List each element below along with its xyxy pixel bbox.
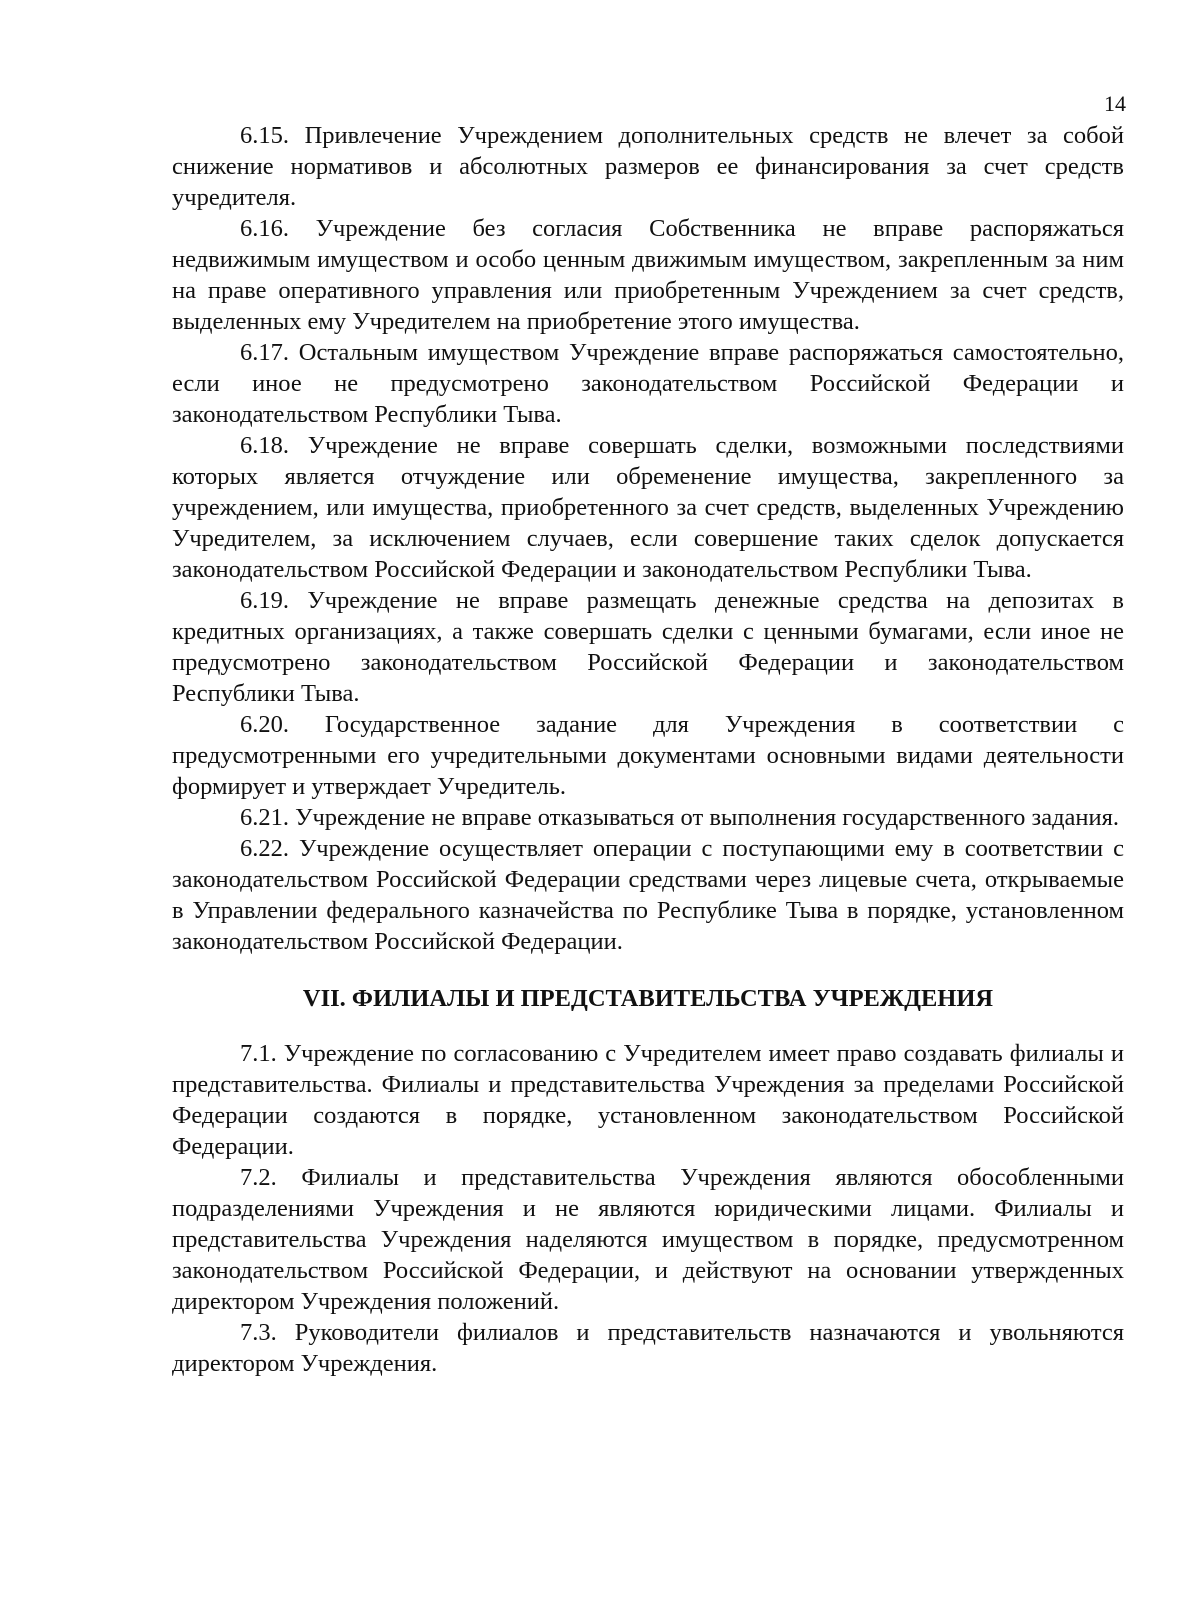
paragraph-7-1: 7.1. Учреждение по согласованию с Учредителем имеет право создавать филиалы и представительства. Филиалы и представительства Учреждения за пределами Российской Федерации создаются в порядке, установленном законодательством Российской Федерации. [172, 1040, 1124, 1160]
paragraph-7-3: 7.3. Руководители филиалов и представительств назначаются и увольняются директором Учреждения. [172, 1319, 1124, 1377]
section-7 [172, 983, 1124, 1379]
paragraph-6-19: 6.19. Учреждение не вправе размещать денежные средства на депозитах в кредитных организациях, а также совершать сделки с ценными бумагами, если иное не предусмотрено законодательством Российской Федерации и законодательством Республики Тыва. [172, 587, 1124, 707]
paragraph-6-16: 6.16. Учреждение без согласия Собственника не вправе распоряжаться недвижимым имуществом и особо ценным движимым имуществом, закрепленным за ним на праве оперативного управления или приобретенным Учреждением за счет средств, выделенных ему Учредителем на приобретение этого имущества. [172, 215, 1124, 335]
section-heading: VII. ФИЛИАЛЫ И ПРЕДСТАВИТЕЛЬСТВА УЧРЕЖДЕНИЯ [302, 985, 994, 1012]
paragraph-7-2: 7.2. Филиалы и представительства Учреждения являются обособленными подразделениями Учреждения и не являются юридическими лицами. Филиалы и представительства Учреждения наделяются имуществом в порядке, предусмотренном законодательством Российской Федерации, и действуют на основании утвержденных директором Учреждения положений. [172, 1164, 1124, 1315]
paragraph-6-15: 6.15. Привлечение Учреждением дополнительных средств не влечет за собой снижение нормативов и абсолютных размеров ее финансирования за счет средств учредителя. [172, 122, 1124, 211]
paragraph-6-21: 6.21. Учреждение не вправе отказываться от выполнения государственного задания. [240, 804, 1120, 831]
document-body [172, 120, 1124, 1379]
page-number: 14 [1104, 91, 1126, 116]
paragraph-6-22: 6.22. Учреждение осуществляет операции с поступающими ему в соответствии с законодательством Российской Федерации средствами через лицевые счета, открываемые в Управлении федерального казначейства по Республике Тыва в порядке, установленном законодательством Российской Федерации. [172, 835, 1124, 955]
paragraph-6-17: 6.17. Остальным имуществом Учреждение вправе распоряжаться самостоятельно, если иное не предусмотрено законодательством Российской Федерации и законодательством Республики Тыва. [172, 339, 1124, 428]
paragraph-6-18: 6.18. Учреждение не вправе совершать сделки, возможными последствиями которых является отчуждение или обременение имущества, закрепленного за учреждением, или имущества, приобретенного за счет средств, выделенных Учреждению Учредителем, за исключением случаев, если совершение таких сделок допускается законодательством Российской Федерации и законодательством Республики Тыва. [172, 432, 1124, 583]
paragraph-6-20: 6.20. Государственное задание для Учреждения в соответствии с предусмотренными его учредительными документами основными видами деятельности формирует и утверждает Учредитель. [172, 711, 1124, 800]
